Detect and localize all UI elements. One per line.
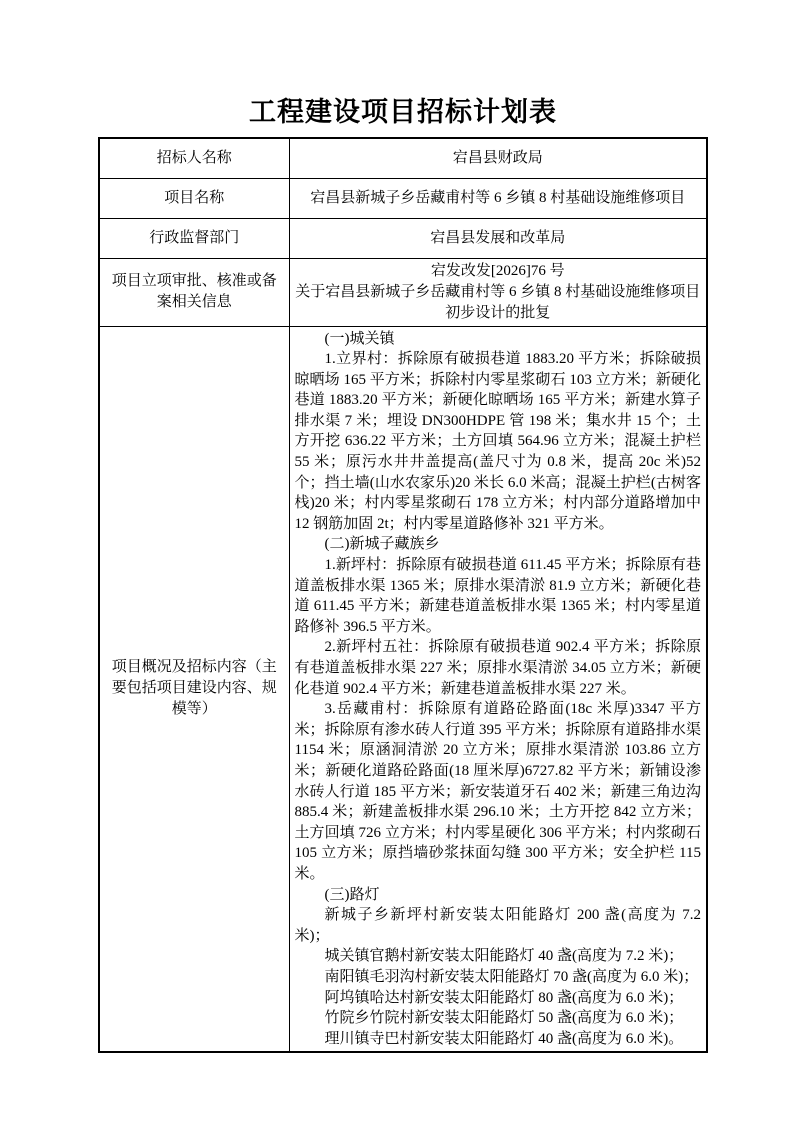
- bidding-plan-table: [98, 137, 708, 1053]
- bidder-name-label: 招标人名称: [99, 138, 289, 178]
- table-row-project-overview: [99, 326, 707, 1052]
- content-paragraph-lijie-village: 1.立界村：拆除原有破损巷道 1883.20 平方米；拆除破损晾晒场 165 平方米；拆除村内零星浆砌石 103 立方米；新硬化巷道 1883.20 平方米；新硬化晾晒场 165 平方米；新建水算子排水渠 7 米；埋设 DN300HDPE 管 198 米；集水井 15 个；土方开挖 636.22 平方米；土方回填 564.96 立方米；混凝土护栏 55 米；原污水井井盖提高(盖尺寸为 0.8 米，提高 20c 米)52 个；挡土墙(山水农家乐)20 米长 6.0 米高；混凝土护栏(古树客栈)20 米；村内零星浆砌石 178 立方米；村内部分道路增加中 12 钢筋加固 2t；村内零星道路修补 321 平方米。: [294, 351, 701, 532]
- page-title: 工程建设项目招标计划表: [249, 97, 557, 127]
- content-paragraph-yuezangfu-village: 3.岳藏甫村：拆除原有道路砼路面(18c 米厚)3347 平方米；拆除原有渗水砖人行道 395 平方米；拆除原有道路排水渠 1154 米；原涵洞清淤 20 立方米；原排水渠清淤 103.86 立方米；新硬化道路砼路面(18 厘米厚)6727.82 平方米；新铺设渗水砖人行道 185 平方米；新安装道牙石 402 米；新建三角边沟 885.4 米；新建盖板排水渠 296.10 米；土方开挖 842 立方米；土方回填 726 立方米；村内零星硬化 306 平方米；村内浆砌石 105 立方米；原挡墙砂浆抹面勾缝 300 平方米；安全护栏 115 米。: [294, 701, 701, 882]
- project-name-label: 项目名称: [99, 178, 289, 218]
- content-paragraph-xinping-village: 1.新坪村：拆除原有破损巷道 611.45 平方米；拆除原有巷道盖板排水渠 1365 米；原排水渠清淤 81.9 立方米；新硬化巷道 611.45 平方米；新建巷道盖板排水渠 1365 米；村内零星道路修补 396.5 平方米。: [294, 557, 701, 635]
- content-paragraph-streetlight-2: 城关镇官鹅村新安装太阳能路灯 40 盏(高度为 7.2 米)；: [324, 948, 684, 965]
- content-paragraph-section-2: (二)新城子藏族乡: [324, 536, 440, 553]
- content-paragraph-section-1: (一)城关镇: [324, 330, 395, 347]
- content-paragraph-streetlight-5: 竹院乡竹院村新安装太阳能路灯 50 盏(高度为 6.0 米)；: [324, 1010, 684, 1027]
- project-overview-content: [289, 326, 707, 1052]
- content-paragraph-section-3: (三)路灯: [324, 886, 380, 903]
- table-row-bidder-name: [99, 138, 707, 178]
- table-row-project-name: [99, 178, 707, 218]
- content-paragraph-streetlight-6: 理川镇寺巴村新安装太阳能路灯 40 盏(高度为 6.0 米)。: [324, 1030, 684, 1047]
- approval-info-value: [289, 258, 707, 326]
- approval-doc-number: 宕发改发[2026]76 号: [430, 262, 565, 279]
- content-paragraph-streetlight-4: 阿坞镇哈达村新安装太阳能路灯 80 盏(高度为 6.0 米)；: [324, 989, 684, 1006]
- project-name-value: 宕昌县新城子乡岳藏甫村等 6 乡镇 8 村基础设施维修项目: [289, 178, 707, 218]
- table-row-supervision-dept: [99, 218, 707, 258]
- supervision-dept-label: 行政监督部门: [99, 218, 289, 258]
- approval-doc-title: 关于宕昌县新城子乡岳藏甫村等 6 乡镇 8 村基础设施维修项目初步设计的批复: [295, 283, 701, 321]
- supervision-dept-value: 宕昌县发展和改革局: [289, 218, 707, 258]
- project-overview-label: 项目概况及招标内容（主要包括项目建设内容、规模等）: [99, 326, 289, 1052]
- bidder-name-value: 宕昌县财政局: [289, 138, 707, 178]
- table-row-approval-info: [99, 258, 707, 326]
- content-paragraph-xinping-wushe: 2.新坪村五社：拆除原有破损巷道 902.4 平方米；拆除原有巷道盖板排水渠 227 米；原排水渠清淤 34.05 立方米；新硬化巷道 902.4 平方米；新建巷道盖板排水渠 227 米。: [294, 639, 701, 697]
- content-paragraph-streetlight-1: 新城子乡新坪村新安装太阳能路灯 200 盏(高度为 7.2 米)；: [294, 907, 701, 944]
- content-paragraph-streetlight-3: 南阳镇毛羽沟村新安装太阳能路灯 70 盏(高度为 6.0 米)；: [324, 968, 699, 985]
- approval-info-label: 项目立项审批、核准或备案相关信息: [99, 258, 289, 326]
